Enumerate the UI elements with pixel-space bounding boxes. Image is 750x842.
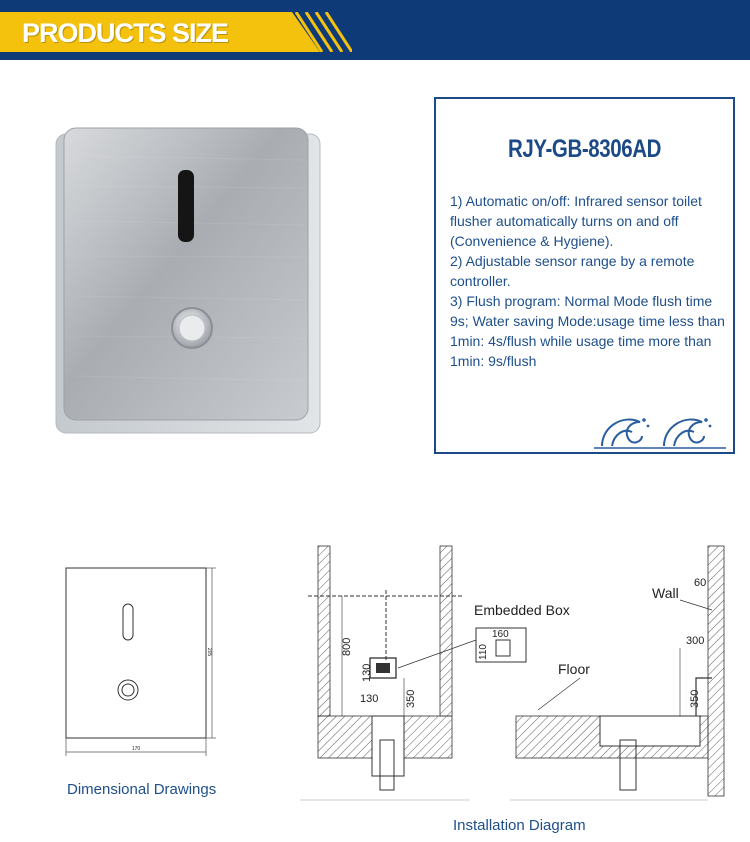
banner-title: PRODUCTS SIZE — [22, 18, 229, 48]
sensor-outline — [123, 604, 133, 640]
dim-800: 800 — [341, 637, 353, 656]
feature-item: 3) Flush program: Normal Mode flush time 9s; Water saving Mode:usage time less than 1min: 4s/flush while usage time more than 1min: 9s/flush — [450, 293, 725, 369]
dimensional-caption: Dimensional Drawings — [67, 781, 217, 798]
installation-caption: Installation Diagram — [453, 817, 586, 834]
dim-110: 110 — [478, 644, 489, 660]
dim-350-left: 350 — [405, 689, 417, 708]
dim-160: 160 — [492, 629, 509, 640]
height-dimension: 205 — [206, 647, 212, 657]
dim-130-vertical: 130 — [361, 663, 373, 682]
wall-label: Wall — [652, 585, 679, 601]
dim-60: 60 — [694, 577, 707, 589]
dim-350-right: 350 — [689, 689, 701, 708]
embedded-box-label: Embedded Box — [474, 602, 570, 618]
dim-300: 300 — [686, 635, 705, 647]
dim-130-horizontal: 130 — [360, 693, 379, 705]
width-dimension: 170 — [131, 746, 141, 752]
feature-item: 1) Automatic on/off: Infrared sensor toilet flusher automatically turns on and off (Convenience & Hygiene). — [450, 193, 702, 249]
waves-icon — [594, 406, 726, 450]
feature-list — [450, 191, 732, 371]
button-outline — [118, 680, 138, 700]
product-model-title: RJY-GB-8306AD — [507, 135, 662, 163]
banner-stripes-decoration — [292, 12, 352, 52]
installation-diagram — [300, 540, 750, 810]
feature-item: 2) Adjustable sensor range by a remote controller. — [450, 253, 695, 289]
floor-label: Floor — [558, 661, 590, 677]
sensor-window — [178, 170, 194, 242]
product-photo — [54, 126, 322, 435]
product-info-box — [434, 97, 735, 454]
dimensional-drawing — [60, 560, 220, 758]
header-banner — [0, 0, 750, 60]
